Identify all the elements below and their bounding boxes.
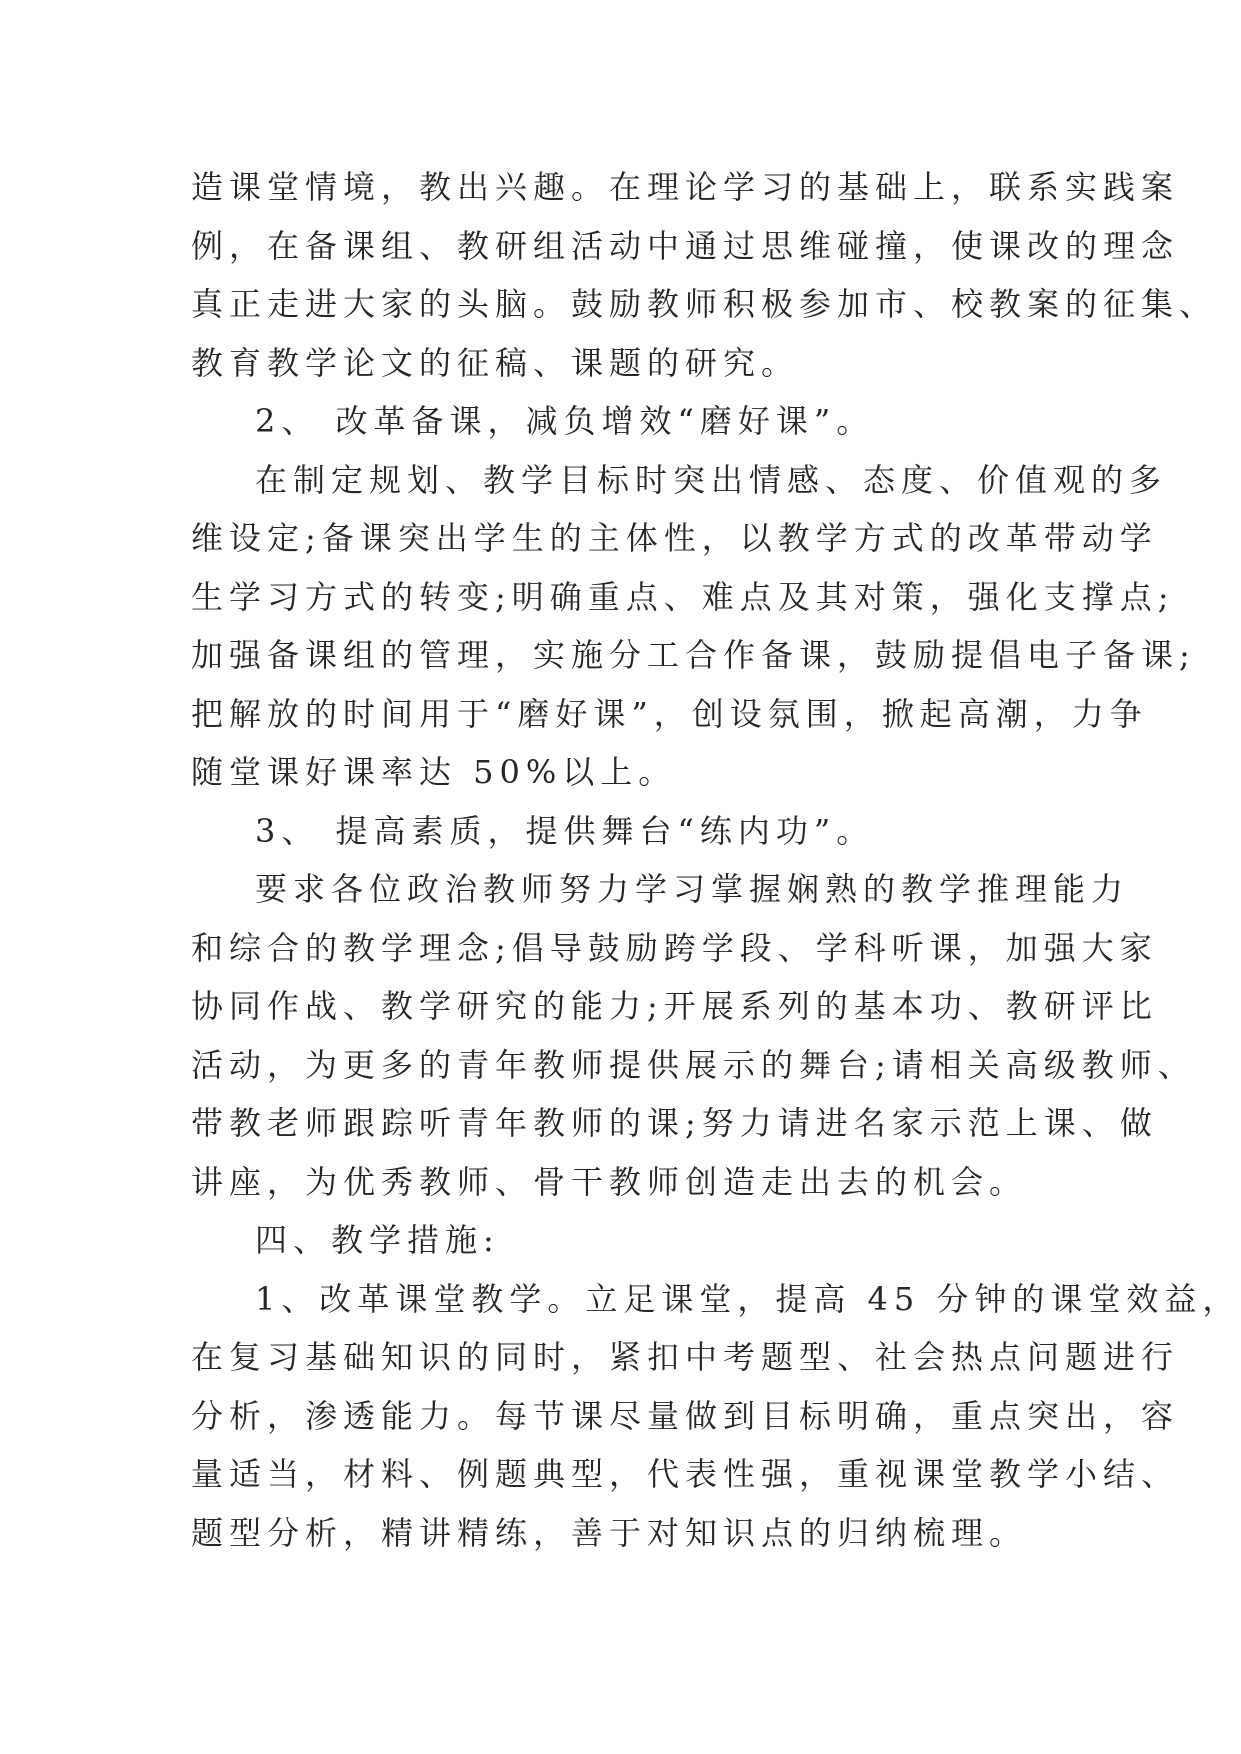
- text-line: 在制定规划、教学目标时突出情感、态度、价值观的多: [255, 460, 1168, 499]
- text-line: 维设定;备课突出学生的主体性，以教学方式的改革带动学: [191, 519, 1158, 557]
- text-line: 1、改革课堂教学。立足课堂，提高 45 分钟的课堂效益，: [255, 1279, 1241, 1318]
- text-line: 带教老师跟踪听青年教师的课;努力请进名家示范上课、做: [191, 1104, 1158, 1142]
- text-line: 把解放的时间用于“磨好课”，创设氛围，掀起高潮，力争: [191, 694, 1148, 733]
- text-line: 真正走进大家的头脑。鼓励教师积极参加市、校教案的征集、: [191, 285, 1218, 323]
- section-heading-2: 2、 改革备课，减负增效“磨好课”。: [255, 402, 875, 440]
- text-line: 协同作战、教学研究的能力;开展系列的基本功、教研评比: [191, 987, 1158, 1025]
- text-line: 分析，渗透能力。每节课尽量做到目标明确，重点突出，容: [191, 1396, 1180, 1435]
- body-text: [191, 158, 1241, 1562]
- text-line: 题型分析，精讲精练，善于对知识点的归纳梳理。: [191, 1513, 1028, 1552]
- text-line: 和综合的教学理念;倡导鼓励跨学段、学科听课，加强大家: [191, 928, 1158, 967]
- text-line: 生学习方式的转变;明确重点、难点及其对策，强化支撑点;: [191, 577, 1175, 616]
- text-line: 讲座，为优秀教师、骨干教师创造走出去的机会。: [191, 1162, 1028, 1201]
- text-line: 要求各位政治教师努力学习掌握娴熟的教学推理能力: [255, 870, 1130, 908]
- section-heading-4: 四、教学措施:: [255, 1221, 500, 1259]
- text-line: 造课堂情境，教出兴趣。在理论学习的基础上，联系实践案: [191, 168, 1180, 206]
- text-line: 教育教学论文的征稿、课题的研究。: [191, 343, 800, 382]
- text-line: 在复习基础知识的同时，紧扣中考题型、社会热点问题进行: [191, 1338, 1180, 1376]
- section-heading-3: 3、 提高素质，提供舞台“练内功”。: [255, 811, 875, 850]
- text-line: 随堂课好课率达 50%以上。: [191, 753, 677, 791]
- text-line: 例，在备课组、教研组活动中通过思维碰撞，使课改的理念: [191, 226, 1180, 265]
- text-line: 加强备课组的管理，实施分工合作备课，鼓励提倡电子备课;: [191, 636, 1196, 674]
- text-line: 活动，为更多的青年教师提供展示的舞台;请相关高级教师、: [191, 1045, 1196, 1084]
- text-line: 量适当，材料、例题典型，代表性强，重视课堂教学小结、: [191, 1455, 1180, 1493]
